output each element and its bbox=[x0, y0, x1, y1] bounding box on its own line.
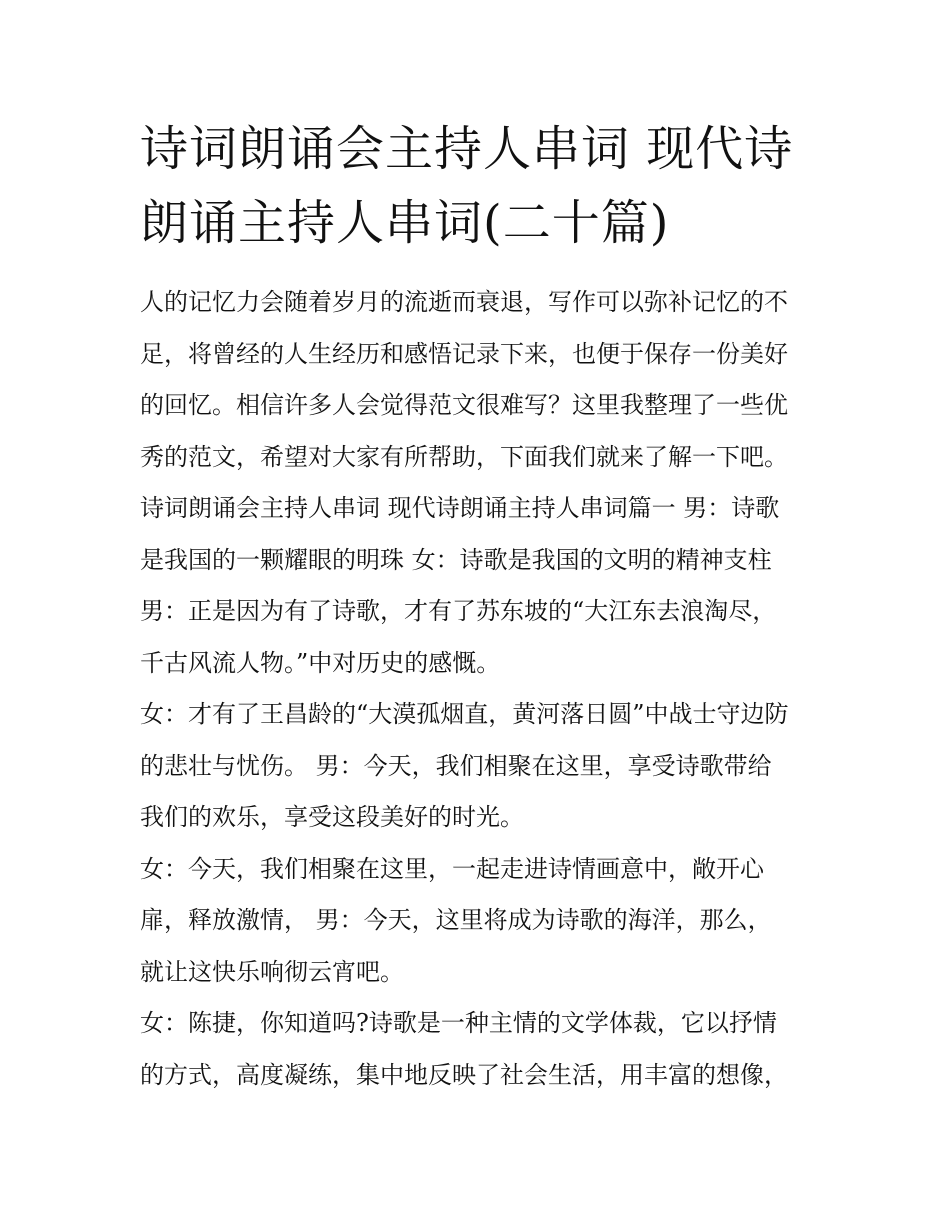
body-line: 女：陈捷，你知道吗?诗歌是一种主情的文学体裁，它以抒情 bbox=[140, 1009, 777, 1037]
document-body bbox=[140, 283, 840, 1107]
document-title bbox=[140, 112, 830, 260]
title-line: 朗诵主持人串词(二十篇) bbox=[140, 195, 670, 251]
body-line: 人的记忆力会随着岁月的流逝而衰退，写作可以弥补记忆的不 bbox=[140, 288, 788, 316]
body-line: 女：才有了王昌龄的“大漠孤烟直，黄河落日圆”中战士守边防 bbox=[140, 700, 789, 728]
body-line: 的回忆。相信许多人会觉得范文很难写？这里我整理了一些优 bbox=[140, 391, 788, 419]
body-line: 是我国的一颗耀眼的明珠 女：诗歌是我国的文明的精神支柱 bbox=[140, 545, 772, 574]
body-line: 女：今天，我们相聚在这里，一起走进诗情画意中，敞开心 bbox=[140, 854, 764, 883]
body-line: 就让这快乐响彻云宵吧。 bbox=[140, 957, 404, 986]
body-line: 扉，释放激情， 男：今天，这里将成为诗歌的海洋，那么， bbox=[140, 906, 772, 934]
body-line: 千古风流人物。”中对历史的感慨。 bbox=[140, 648, 501, 677]
body-line: 秀的范文，希望对大家有所帮助，下面我们就来了解一下吧。 bbox=[140, 442, 788, 471]
body-line: 的悲壮与忧伤。 男：今天，我们相聚在这里，享受诗歌带给 bbox=[140, 751, 772, 780]
body-line: 诗词朗诵会主持人串词 现代诗朗诵主持人串词篇一 男：诗歌 bbox=[140, 494, 780, 522]
body-line: 我们的欢乐，享受这段美好的时光。 bbox=[140, 803, 524, 831]
title-line: 诗词朗诵会主持人串词 现代诗 bbox=[140, 121, 794, 177]
body-line: 男：正是因为有了诗歌，才有了苏东坡的“大江东去浪淘尽， bbox=[140, 597, 777, 625]
body-line: 的方式，高度凝练，集中地反映了社会生活，用丰富的想像， bbox=[140, 1060, 788, 1089]
body-line: 足，将曾经的人生经历和感悟记录下来，也便于保存一份美好 bbox=[140, 339, 788, 368]
